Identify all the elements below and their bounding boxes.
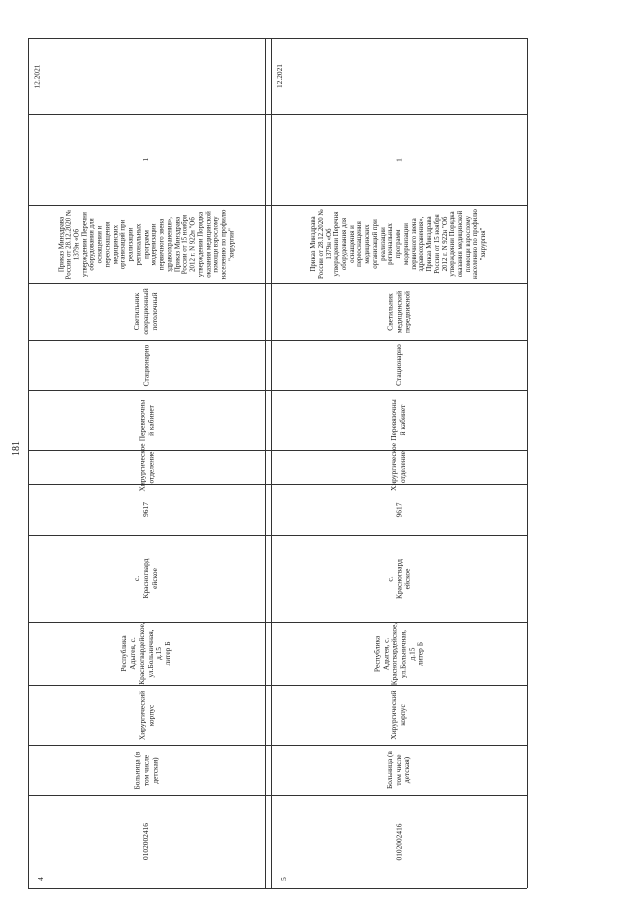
cell-text-type: Больница (в том числе детская) bbox=[384, 751, 412, 789]
cell-text-room: Перевязочны й кабинет bbox=[136, 399, 155, 441]
cell-building bbox=[31, 687, 262, 743]
cell-text-postcode: 9617 bbox=[141, 502, 151, 517]
table-rule bbox=[265, 38, 266, 888]
page-number: 181 bbox=[11, 441, 22, 456]
cell-text-qty: 1 bbox=[393, 157, 403, 162]
cell-text-dept: Хирургическое отделение bbox=[136, 442, 155, 491]
cell-equipment bbox=[31, 285, 262, 338]
cell-text-care: Стационарно bbox=[393, 344, 403, 386]
table-rule bbox=[28, 38, 527, 39]
cell-text-room: Перевязочны й кабинет bbox=[389, 399, 407, 441]
table-rule bbox=[28, 340, 527, 341]
table-rule bbox=[28, 450, 527, 451]
cell-qty bbox=[31, 116, 262, 203]
table-rule bbox=[28, 622, 527, 623]
cell-text-locality: с. Красногвард ейское bbox=[132, 558, 159, 599]
cell-postcode bbox=[274, 486, 524, 533]
cell-text-building: Хирургический корпус bbox=[136, 690, 155, 740]
cell-qty bbox=[274, 116, 524, 203]
cell-room bbox=[274, 392, 524, 448]
table-rule bbox=[28, 205, 527, 206]
cell-type bbox=[31, 747, 262, 793]
cell-text-address: Республика Адыгея, с. Красногвардейское, ул.Больничная, д.15 литер Б bbox=[371, 622, 425, 685]
cell-care bbox=[31, 342, 262, 388]
row-number-text: 4 bbox=[35, 877, 45, 881]
row-number-text: 5 bbox=[278, 877, 288, 881]
cell-locality bbox=[274, 537, 524, 620]
table-rule bbox=[28, 685, 527, 686]
cell-text-locality: с. Красногвард ейское bbox=[384, 558, 412, 599]
table-rule bbox=[271, 38, 272, 888]
cell-text-type: Больница (в том числе детская) bbox=[132, 751, 159, 789]
cell-basis bbox=[274, 207, 524, 281]
cell-date bbox=[274, 40, 524, 112]
cell-dept bbox=[31, 442, 262, 491]
table-rule bbox=[28, 38, 29, 888]
cell-code bbox=[31, 797, 262, 886]
table-rule bbox=[28, 283, 527, 284]
cell-building bbox=[274, 687, 524, 743]
cell-text-code: 0102002416 bbox=[393, 823, 403, 860]
cell-text-basis: Приказ Минздрава России от 28.12.2020 № 1379н «Об утверждении Перечня оборудования для оснащения и переоснащения медицинских организаций при реализации региональных программ модернизации первичного звена здравоохранения», Приказ Минздрава России от 15 ноября 2012 г. N 922н "Об утверждении Порядка оказания медицинской помощи взрослому населению по профилю "хирургия" bbox=[310, 209, 488, 279]
table-rule bbox=[28, 795, 527, 796]
cell-room bbox=[31, 392, 262, 448]
table-rule bbox=[28, 114, 527, 115]
cell-postcode bbox=[31, 486, 262, 533]
cell-dept bbox=[274, 442, 524, 491]
cell-locality bbox=[31, 537, 262, 620]
cell-text-building: Хирургический корпус bbox=[389, 690, 407, 740]
cell-text-qty: 1 bbox=[141, 157, 151, 162]
table-rule bbox=[28, 390, 527, 391]
cell-code bbox=[274, 797, 524, 886]
cell-basis bbox=[31, 207, 262, 281]
cell-equipment bbox=[274, 285, 524, 338]
table-rule bbox=[527, 38, 528, 888]
cell-address bbox=[274, 624, 524, 683]
table-rule bbox=[28, 888, 527, 889]
cell-care bbox=[274, 342, 524, 388]
cell-type bbox=[274, 747, 524, 793]
table-rule bbox=[28, 535, 527, 536]
cell-text-address: Республика Адыгея, с. Красногвардейское, ул.Больничная, д.15 литер Б bbox=[119, 622, 172, 685]
cell-text-equipment: Светильник медицинский передвижной bbox=[384, 290, 412, 333]
row-number bbox=[34, 872, 48, 886]
cell-text-dept: Хирургическое отделение bbox=[389, 442, 407, 491]
cell-date bbox=[31, 40, 262, 112]
table-rule bbox=[28, 484, 527, 485]
row-number bbox=[277, 872, 291, 886]
cell-text-postcode: 9617 bbox=[393, 502, 403, 517]
cell-text-date: 12.2021 bbox=[32, 63, 41, 89]
cell-text-basis: Приказ Минздрава России от 28.12.2020 № 1379н «Об утверждении Перечня оборудования для оснащения и переоснащения медицинских организаций при реализации региональных программ модернизации первичного звена здравоохранения», Приказ Минздрава России от 15 ноября 2012 г. N 922н "Об утверждении Порядка оказания медицинской помощи взрослому населению по профилю "хирургия" bbox=[57, 209, 235, 279]
table-rule bbox=[28, 745, 527, 746]
cell-text-code: 0102002416 bbox=[141, 823, 151, 860]
cell-address bbox=[31, 624, 262, 683]
cell-text-date: 12.2021 bbox=[275, 63, 284, 89]
cell-text-care: Стационарно bbox=[141, 344, 151, 386]
cell-text-equipment: Светильник операционный потолочный bbox=[132, 288, 159, 335]
